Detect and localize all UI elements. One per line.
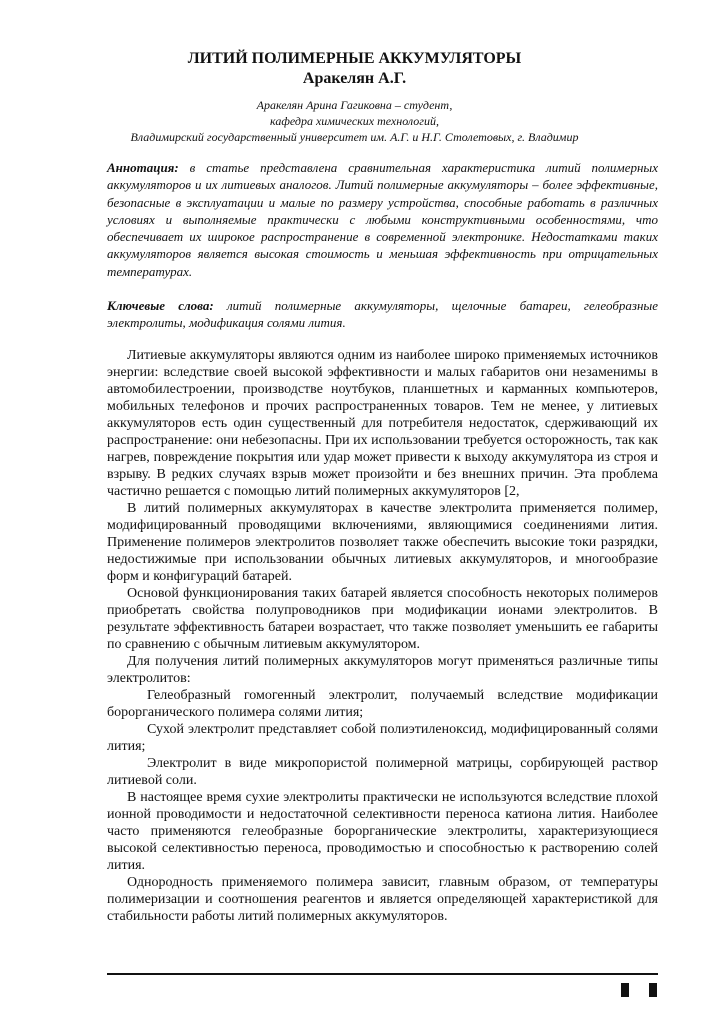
affiliation-line: Аракелян Арина Гагиковна – студент, [256,98,453,112]
footer-mark [649,983,657,997]
keywords-label: Ключевые слова: [107,298,214,313]
body-paragraph: Для получения литий полимерных аккумуляторов могут применяться различные типы электролитов: [107,654,658,686]
abstract-text: в статье представлена сравнительная характеристика литий полимерных аккумуляторов и их литиевых аналогов. Литий полимерные аккумуляторы – более эффективные, безопасные в эксплуатации и малые по размеру устройства, способные работать в различных условиях и выполняемые практически с любыми конструктивными особенностями, что обеспечивает их широкое распространение в современной электронике. Недостатками таких аккумуляторов является высокая стоимость и меньшая эффективность при отрицательных температурах. [107,160,658,279]
body-paragraph: Литиевые аккумуляторы являются одним из наиболее широко применяемых источников энергии: вследствие своей высокой эффективности и малых габаритов они незаменимы в автомобилестроении, производстве ноутбуков, планшетных и карманных компьютеров, мобильных телефонов и прочих распространенных товаров. Тем не менее, у литиевых аккумуляторов есть один существенный для потребителя недостаток, сдерживающий их распространение: они небезопасны. При их использовании требуется осторожность, так как нагрев, повреждение покрытия или удар может привести к выходу аккумулятора из строя и взрыву. В редких случаях взрыв может произойти и без внешних причин. Эта проблема частично решается с помощью литий полимерных аккумуляторов [2, [107,348,658,499]
body-paragraph: В литий полимерных аккумуляторах в качестве электролита применяется полимер, модифицированный проводящими включениями, являющимися соединениями лития. Применение полимеров электролитов позволяет также обеспечить высокие токи разрядки, недостижимые при использовании обычных литиевых аккумуляторов, и многообразие форм и конфигураций батарей. [107,501,658,584]
affiliation-line: Владимирский государственный университет им. А.Г. и Н.Г. Столетовых, г. Владимир [130,130,579,144]
abstract-label: Аннотация: [107,160,179,175]
body-paragraph: Основой функционирования таких батарей является способность некоторых полимеров приобретать свойства полупроводников при модификации ионами электролитов. В результате эффективность батареи возрастает, что также позволяет уменьшить ее габариты по сравнению с обычным литиевым аккумулятором. [107,586,658,652]
author-name: Аракелян А.Г. [302,70,407,87]
paper-title: ЛИТИЙ ПОЛИМЕРНЫЕ АККУМУЛЯТОРЫ [187,50,522,67]
body-paragraph: Однородность применяемого полимера зависит, главным образом, от температуры полимеризации и соотношения реагентов и является определяющей характеристикой для стабильности работы литий полимерных аккумуляторов. [107,875,658,924]
footer-rule [107,973,658,975]
electrolyte-list-item: Гелеобразный гомогенный электролит, получаемый вследствие модификации борорганического полимера солями лития; [107,688,658,720]
keywords-text: литий полимерные аккумуляторы, щелочные батареи, гелеобразные электролиты, модификация солями лития. [107,298,658,331]
body-paragraph: В настоящее время сухие электролиты практически не используются вследствие плохой ионной проводимости и недостаточной селективности переноса катиона лития. Наиболее часто применяются гелеобразные борорганические электролиты, характеризующиеся высокой селективностью переноса, проводимостью и способностью к растворению солей лития. [107,790,658,873]
footer-mark [621,983,629,997]
electrolyte-list-item: Сухой электролит представляет собой полиэтиленоксид, модифицированный солями лития; [107,722,658,754]
abstract [107,159,658,280]
affiliation-line: кафедра химических технологий, [270,114,439,128]
keywords [107,297,658,332]
body-text [107,347,658,925]
electrolyte-list-item: Электролит в виде микропористой полимерной матрицы, сорбирующей раствор литиевой соли. [107,756,658,788]
